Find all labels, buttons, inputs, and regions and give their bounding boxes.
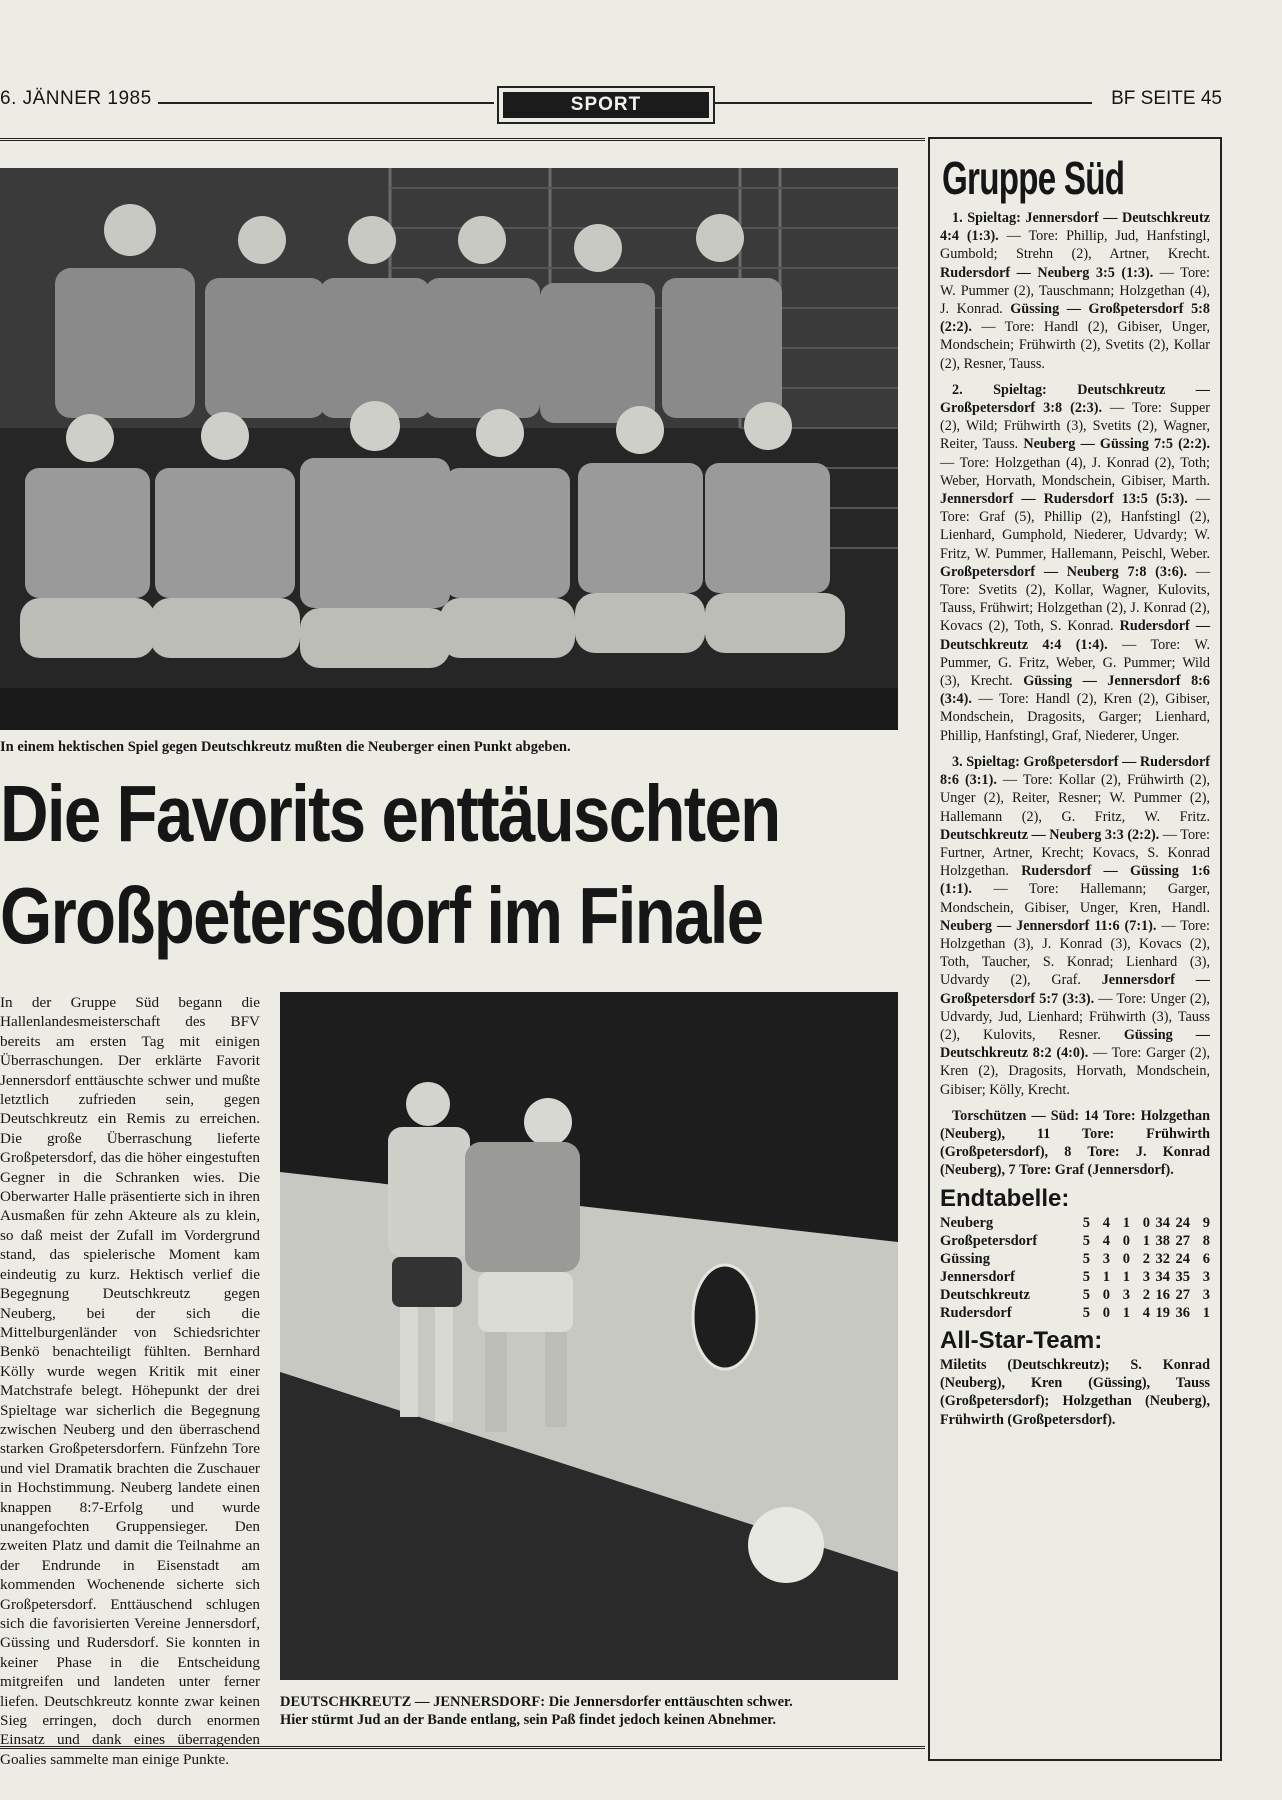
bottom-caption-line-2: Hier stürmt Jud an der Bande entlang, sein Paß findet jedoch keinen Abnehmer. <box>280 1712 777 1728</box>
table-cell: 2 <box>1142 1286 1150 1303</box>
table-cell: 19 <box>1155 1304 1170 1321</box>
table-cell: 5 <box>1082 1214 1090 1231</box>
sidebar-title: Gruppe Süd <box>942 152 1125 204</box>
day2-m4-rest: — Tore: Svetits (2), Kollar, Wagner, Kulovits, Tauss, Frühwirt; Holzgethan (2), J. Konrad (2), Kovacs (2), Toth, S. Konrad. <box>940 563 1211 635</box>
table-cell: 34 <box>1155 1268 1170 1285</box>
day1-m2-head: Rudersdorf — Neuberg 3:5 (1:3). <box>940 264 1154 281</box>
table-cell: 5 <box>1082 1268 1090 1285</box>
table-cell: 0 <box>1102 1304 1110 1321</box>
day1-m1-head: 1. Spieltag: Jennersdorf — Deutschkreutz 4:4 (1:3). <box>940 210 1210 245</box>
top-scorers <box>940 1107 1210 1180</box>
table-cell: 1 <box>1102 1268 1110 1285</box>
table-cell: 27 <box>1175 1286 1190 1303</box>
day3-m2-rest: — Tore: Furtner, Artner, Krecht; Kovacs, S. Konrad Holzgethan. <box>940 826 1210 880</box>
section-label: SPORT <box>503 92 709 118</box>
team-photo-image <box>0 168 898 730</box>
day2-m4-head: Großpetersdorf — Neuberg 7:8 (3:6). <box>940 563 1188 580</box>
day3-m3-head: Rudersdorf — Güssing 1:6 (1:1). <box>940 863 1210 898</box>
table-row <box>940 1250 1210 1268</box>
day3-m3-rest: — Tore: Hallemann; Garger, Mondschein, Gibiser, Unger, Kren, Handl. <box>940 881 1210 916</box>
top-photo-caption: In einem hektischen Spiel gegen Deutschkreutz mußten die Neuberger einen Punkt abgeben. <box>0 739 571 755</box>
table-cell: 0 <box>1142 1214 1150 1231</box>
day3-results <box>940 753 1210 1099</box>
results-sidebar <box>928 137 1222 1761</box>
table-row <box>940 1268 1210 1286</box>
table-cell: 24 <box>1175 1250 1190 1267</box>
table-cell: 8 <box>1202 1232 1210 1249</box>
day3-m6-head: Güssing — Deutschkreutz 8:2 (4:0). <box>940 1026 1210 1062</box>
day2-m6-head: Güssing — Jennersdorf 8:6 (3:4). <box>940 673 1210 708</box>
table-team: Deutschkreutz <box>940 1286 1030 1303</box>
bottom-caption-line-1: DEUTSCHKREUTZ — JENNERSDORF: Die Jennersdorfer enttäuschten schwer. <box>280 1694 793 1710</box>
sidebar-results <box>940 209 1210 1437</box>
table-cell: 4 <box>1102 1214 1110 1231</box>
table-heading: Endtabelle: <box>940 1184 1070 1212</box>
day1-m1-rest: — Tore: Phillip, Jud, Hanfstingl, Gumbold; Strehn (2), Artner, Krecht. <box>940 228 1210 263</box>
table-team: Großpetersdorf <box>940 1232 1038 1249</box>
table-team: Neuberg <box>940 1214 994 1231</box>
team-photo <box>0 168 898 730</box>
table-row <box>940 1304 1210 1322</box>
table-cell: 1 <box>1122 1304 1130 1321</box>
headline-line-2: Großpetersdorf im Finale <box>0 871 763 960</box>
day2-m1-rest: — Tore: Supper (2), Wild; Frühwirth (3), Svetits (2), Wagner, Reiter, Tauss. <box>940 400 1211 453</box>
day3-m4-head: Neuberg — Jennersdorf 11:6 (7:1). <box>940 917 1157 934</box>
table-team: Güssing <box>940 1250 990 1267</box>
table-cell: 5 <box>1082 1250 1090 1267</box>
day1-results <box>940 209 1210 373</box>
table-cell: 1 <box>1202 1304 1210 1321</box>
day2-m5-rest: — Tore: W. Pummer, G. Fritz, Weber, G. Pummer; Wild (3), Krecht. <box>940 636 1211 690</box>
table-cell: 38 <box>1155 1232 1170 1249</box>
table-cell: 0 <box>1122 1250 1130 1267</box>
table-cell: 3 <box>1122 1286 1130 1303</box>
final-table <box>940 1214 1210 1322</box>
day1-m3-rest: — Tore: Handl (2), Gibiser, Unger, Mondschein; Frühwirth (2), Svetits (2), Kollar (2), Resner, Tauss. <box>940 319 1210 372</box>
issue-date: 6. JÄNNER 1985 <box>0 88 152 109</box>
day3-m6-rest: — Tore: Garger (2), Kren (2), Dragosits, Horvath, Mondschein, Gibiser; Kölly, Krecht. <box>940 1045 1210 1098</box>
table-cell: 2 <box>1142 1250 1150 1267</box>
table-cell: 5 <box>1082 1304 1090 1321</box>
day1-m2-rest: — Tore: W. Pummer (2), Tauschmann; Holzgethan (4), J. Konrad. <box>940 264 1210 318</box>
table-cell: 27 <box>1175 1232 1190 1249</box>
day3-m4-rest: — Tore: Holzgethan (3), J. Konrad (3), Kovacs (2), Toth, Taucher, S. Konrad; Lienhard (3), Udvardy (2), Graf. <box>940 917 1211 989</box>
table-cell: 32 <box>1155 1250 1170 1267</box>
day2-results <box>940 381 1210 745</box>
day1-m3-head: Güssing — Großpetersdorf 5:8 (2:2). <box>940 301 1210 336</box>
bottom-photo-caption <box>280 1693 920 1729</box>
table-cell: 35 <box>1175 1268 1190 1285</box>
table-row <box>940 1286 1210 1304</box>
allstar-heading: All-Star-Team: <box>940 1326 1103 1354</box>
article-body <box>0 993 260 1769</box>
table-row <box>940 1232 1210 1250</box>
table-cell: 0 <box>1122 1232 1130 1249</box>
table-cell: 4 <box>1102 1232 1110 1249</box>
top-rule <box>0 138 925 141</box>
article-paragraph: In der Gruppe Süd begann die Hallenlandesmeisterschaft des BFV bereits am ersten Tag mit einigen Überraschungen. Der erklärte Favorit Jennersdorf enttäuschte schwer und mußte letztlich zufrieden sein, gegen Deutschkreutz ein Remis zu erreichen. Die große Überraschung lieferte Großpetersdorf, das die höher eingestuften Gegner in die Schranken wies. Die Oberwarter Halle präsentierte sich in ihren Ausmaßen für zehn Akteure als zu klein, so daß meist der Zufall im Vordergrund stand, das spielerische Moment kam eindeutig zu kurz. Hektisch verlief die Begegnung Deutschkreutz gegen Neuberg, bei der sich die Mittelburgenländer von Schiedsrichter Benkö benachteiligt fühlten. Bernhard Kölly wurde wegen Kritik mit einer Matchstrafe belegt. Höhepunkt der drei Spieltage war sicherlich die Begegnung zwischen Neuberg und den überraschend starken Großpetersdorfern. Fünfzehn Tore und viel Dramatik brachten die Zuschauer in Hochstimmung. Neuberg landete einen knappen 8:7-Erfolg und wurde unangefochten Gruppensieger. Den zweiten Platz und damit die Teilnahme an der Endrunde in Eisenstadt am kommenden Wochenende sicherte sich Großpetersdorf. Enttäuschend schlugen sich die favorisierten Vereine Jennersdorf, Güssing und Rudersdorf. Sie konnten in keiner Phase in die Entscheidung mitgreifen und landeten unter ferner liefen. Deutschkreutz konnte zwar keinen Sieg erringen, doch durch enormen Einsatz und dank eines überragenden Goalies sammelte man einige Punkte. <box>0 994 260 1768</box>
day3-m5-head: Jennersdorf — Großpetersdorf 5:7 (3:3). <box>940 972 1210 1007</box>
allstar-team <box>940 1356 1210 1429</box>
table-team: Rudersdorf <box>940 1304 1012 1321</box>
table-cell: 1 <box>1122 1214 1130 1231</box>
allstar-text: Miletits (Deutschkreutz); S. Konrad (Neuberg), Kren (Güssing), Tauss (Großpetersdorf); Holzgethan (Neuberg), Frühwirth (Großpetersdorf). <box>940 1356 1210 1428</box>
day2-m2-head: Neuberg — Güssing 7:5 (2:2). <box>1023 436 1210 453</box>
table-cell: 24 <box>1175 1214 1190 1231</box>
bottom-rule <box>0 1746 925 1749</box>
day2-m3-rest: — Tore: Graf (5), Phillip (2), Hanfstingl (2), Lienhard, Gumphold, Niederer, Udvardy; W. Fritz, W. Pummer, Hallemann, Peischl, Weber. <box>940 491 1211 562</box>
header-rule-left <box>158 102 494 104</box>
page-number: BF SEITE 45 <box>1111 88 1222 109</box>
day3-m1-head: 3. Spieltag: Großpetersdorf — Rudersdorf 8:6 (3:1). <box>940 753 1210 789</box>
action-photo-image <box>280 992 898 1680</box>
table-cell: 36 <box>1175 1304 1190 1321</box>
day2-m1-head: 2. Spieltag: Deutschkreutz — Großpetersdorf 3:8 (2:3). <box>940 381 1210 417</box>
table-cell: 16 <box>1155 1286 1170 1303</box>
table-row <box>940 1214 1210 1232</box>
table-cell: 0 <box>1102 1286 1110 1303</box>
table-cell: 5 <box>1082 1232 1090 1249</box>
day2-m3-head: Jennersdorf — Rudersdorf 13:5 (5:3). <box>940 491 1188 508</box>
top-scorers-text: Torschützen — Süd: 14 Tore: Holzgethan (Neuberg), 11 Tore: Frühwirth (Großpetersdorf), 8 Tore: J. Konrad (Neuberg), 7 Tore: Graf (Jennersdorf). <box>940 1107 1210 1179</box>
day3-m1-rest: — Tore: Kollar (2), Frühwirth (2), Unger (2), Reiter, Resner; W. Pummer (2), Hallemann (2), G. Fritz, W. Fritz. <box>940 772 1210 825</box>
action-photo <box>280 992 898 1680</box>
day2-m2-rest: — Tore: Holzgethan (4), J. Konrad (2), Toth; Weber, Horvath, Mondschein, Gibiser, Marth. <box>940 454 1210 489</box>
table-cell: 3 <box>1102 1250 1110 1267</box>
table-team: Jennersdorf <box>940 1268 1015 1285</box>
header-rule-right <box>714 102 1092 104</box>
table-cell: 3 <box>1142 1268 1150 1285</box>
day2-m5-head: Rudersdorf — Deutschkreutz 4:4 (1:4). <box>940 618 1211 653</box>
table-cell: 34 <box>1155 1214 1170 1231</box>
table-cell: 1 <box>1142 1232 1150 1249</box>
table-cell: 3 <box>1202 1286 1210 1303</box>
table-cell: 9 <box>1202 1214 1210 1231</box>
day3-m5-rest: — Tore: Unger (2), Udvardy, Jud, Lienhard; Frühwirth (3), Tauss (2), Kulovits, Resner. <box>940 990 1210 1043</box>
table-cell: 6 <box>1202 1250 1210 1267</box>
table-cell: 5 <box>1082 1286 1090 1303</box>
table-cell: 1 <box>1122 1268 1130 1285</box>
day2-m6-rest: — Tore: Handl (2), Kren (2), Gibiser, Mondschein, Dragosits, Garger; Lienhard, Phillip, Hanfstingl, Graf, Niederer, Unger. <box>940 691 1210 744</box>
day3-m2-head: Deutschkreutz — Neuberg 3:3 (2:2). <box>940 826 1160 843</box>
section-box <box>497 86 715 124</box>
table-cell: 4 <box>1142 1304 1150 1321</box>
table-cell: 3 <box>1202 1268 1210 1285</box>
headline-line-1: Die Favorits enttäuschten <box>0 769 780 858</box>
